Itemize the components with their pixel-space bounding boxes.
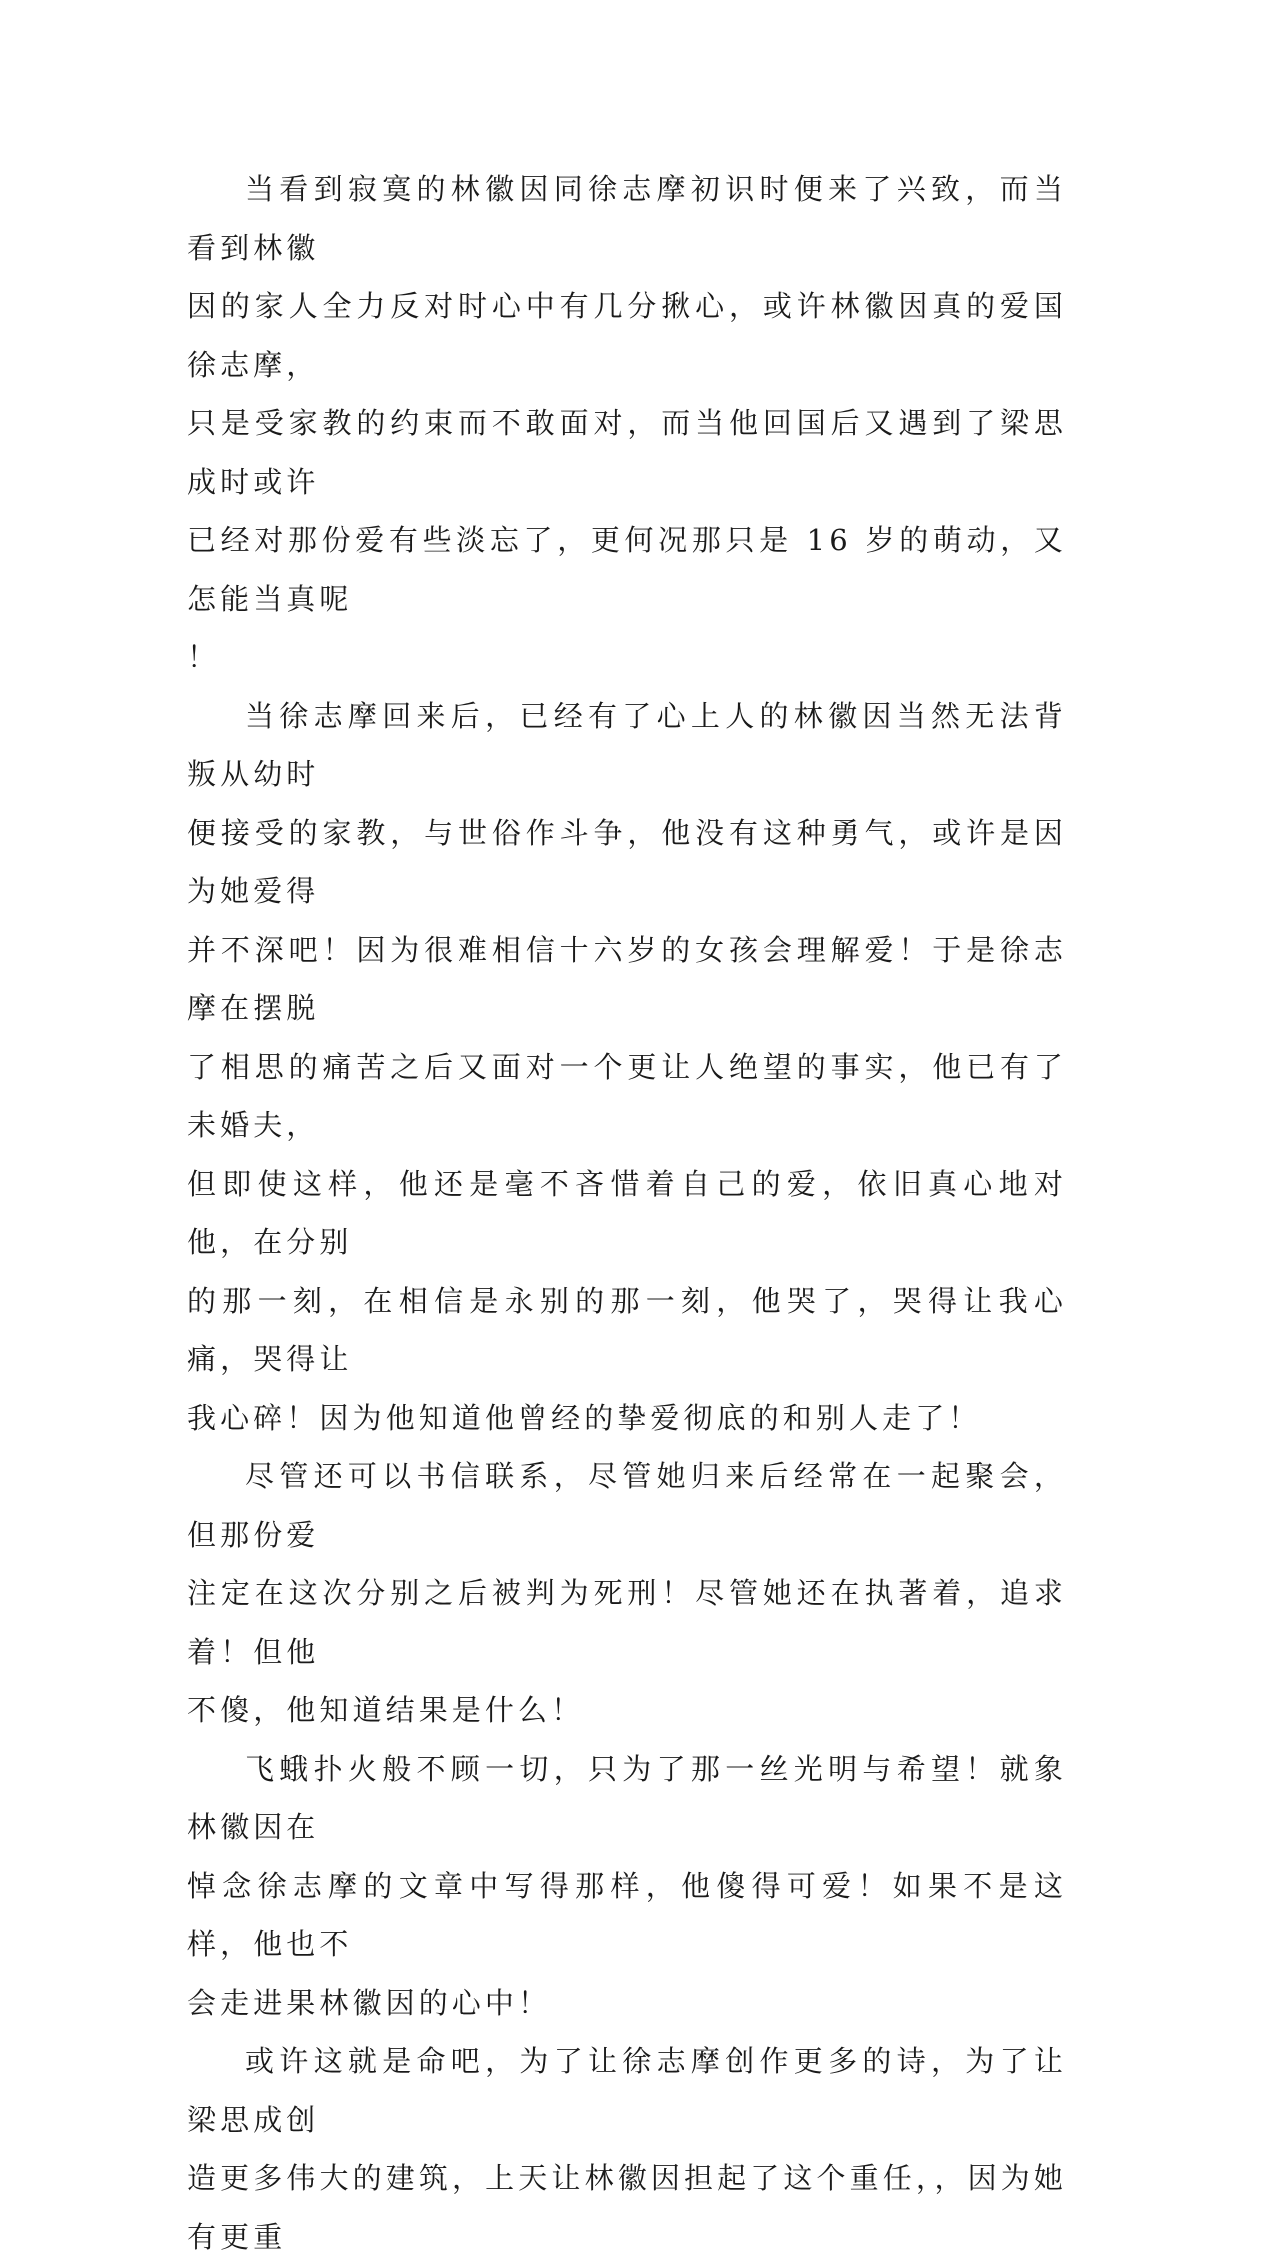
paragraph-5: 或许这就是命吧，为了让徐志摩创作更多的诗，为了让梁思成创 造更多伟大的建筑，上天让林徽因担起了这个重任，，因为她有更重	[187, 2044, 1067, 2254]
document-body	[187, 160, 1067, 2266]
paragraph-2: 当徐志摩回来后，已经有了心上人的林徽因当然无法背叛从幼时 便接受的家教，与世俗作斗争，他没有这种勇气，或许是因为她爱得 并不深吧！因为很难相信十六岁的女孩会理解爱！于是徐志摩在摆脱 了相思的痛苦之后又面对一个更让人绝望的事实，他已有了未婚夫， 但即使这样，他还是毫不吝惜着自己的爱，依旧真心地对他，在分别 的那一刻，在相信是永别的那一刻，他哭了，哭得让我心痛，哭得让 我心碎！因为他知道他曾经的挚爱彻底的和别人走了！	[187, 698, 1067, 1435]
paragraph-4: 飞蛾扑火般不顾一切，只为了那一丝光明与希望！就象林徽因在 悼念徐志摩的文章中写得那样，他傻得可爱！如果不是这样，他也不 会走进果林徽因的心中！	[187, 1751, 1067, 2020]
paragraph-3: 尽管还可以书信联系，尽管她归来后经常在一起聚会，但那份爱 注定在这次分别之后被判为死刑！尽管她还在执著着，追求着！但他 不傻，他知道结果是什么！	[187, 1459, 1067, 1727]
paragraph-1: 当看到寂寞的林徽因同徐志摩初识时便来了兴致，而当看到林徽 因的家人全力反对时心中有几分揪心，或许林徽因真的爱国徐志摩， 只是受家教的约束而不敢面对，而当他回国后又遇到了梁思成时或许 已经对那份爱有些淡忘了，更何况那只是 16 岁的萌动，又怎能当真呢 ！	[187, 172, 1067, 674]
